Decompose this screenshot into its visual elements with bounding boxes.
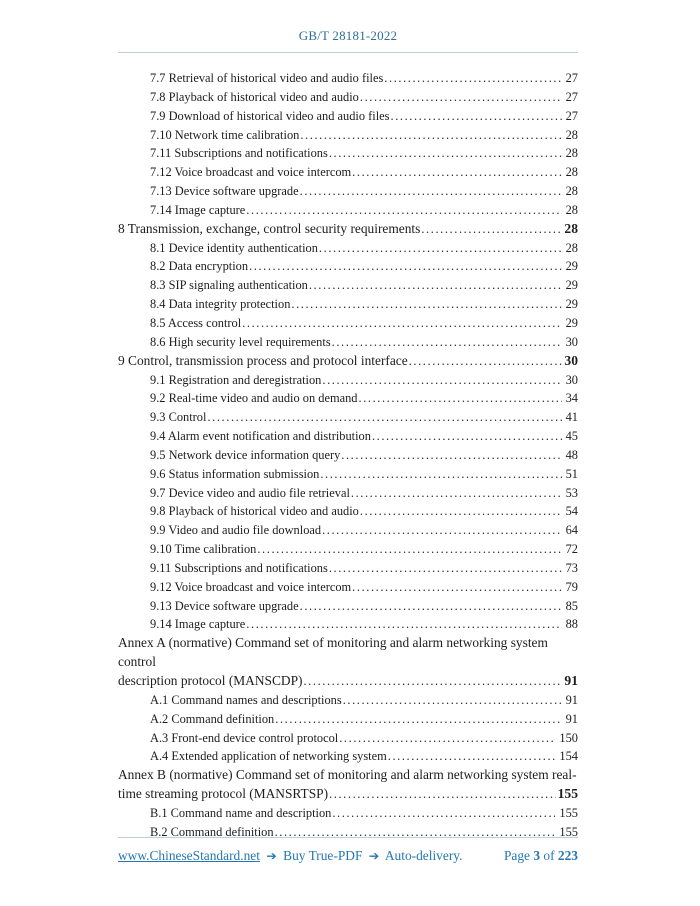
toc-entry-label: Annex B (normative) Command set of monitoring and alarm networking system real-	[118, 767, 577, 783]
page-current: 3	[533, 848, 541, 863]
header-rule	[118, 52, 578, 53]
toc-entry[interactable]	[118, 446, 578, 465]
toc-entry-label: 8.6 High security level requirements	[150, 334, 331, 349]
toc-entry[interactable]	[118, 88, 578, 107]
toc-entry-page: 27	[565, 108, 578, 123]
toc-entry-page: 28	[565, 240, 578, 255]
toc-leader-dots	[409, 352, 563, 371]
toc-entry[interactable]	[118, 804, 578, 823]
toc-entry[interactable]	[118, 163, 578, 182]
toc-leader-dots	[360, 88, 562, 107]
toc-entry-label: 7.11 Subscriptions and notifications	[150, 146, 328, 161]
toc-entry-page: 28	[565, 127, 578, 142]
toc-entry-page: 64	[565, 523, 578, 538]
page-total: 223	[557, 848, 578, 863]
toc-leader-dots	[275, 710, 561, 729]
toc-entry-page: 45	[565, 429, 578, 444]
toc-entry[interactable]	[118, 352, 578, 371]
toc-entry[interactable]	[118, 427, 578, 446]
toc-leader-dots	[332, 333, 562, 352]
toc-leader-dots	[388, 747, 556, 766]
toc-entry-label: 7.9 Download of historical video and audio files	[150, 108, 390, 123]
toc-entry[interactable]	[118, 276, 578, 295]
toc-entry-page: 51	[565, 466, 578, 481]
toc-entry-label: 8 Transmission, exchange, control security requirements	[118, 220, 421, 236]
toc-leader-dots	[291, 295, 561, 314]
toc-leader-dots	[329, 144, 562, 163]
toc-entry-page: 29	[565, 297, 578, 312]
website-link[interactable]: www.ChineseStandard.net	[118, 848, 260, 863]
toc-entry-page: 73	[565, 560, 578, 575]
toc-entry-label: 9.7 Device video and audio file retrieval	[150, 485, 350, 500]
toc-leader-dots	[322, 521, 562, 540]
toc-leader-dots	[246, 615, 561, 634]
toc-entry-label: 9 Control, transmission process and protocol interface	[118, 352, 408, 368]
toc-leader-dots	[322, 371, 561, 390]
toc-entry-label: 8.1 Device identity authentication	[150, 240, 318, 255]
toc-entry-page: 28	[565, 146, 578, 161]
toc-entry-label: 9.5 Network device information query	[150, 447, 341, 462]
toc-leader-dots	[339, 729, 555, 748]
toc-leader-dots	[320, 465, 561, 484]
toc-leader-dots	[352, 578, 561, 597]
page-footer	[118, 848, 578, 864]
doc-number: GB/T 28181-2022	[298, 28, 398, 43]
toc-entry-page: 91	[564, 673, 578, 688]
toc-entry-page: 34	[565, 391, 578, 406]
toc-entry-page: 91	[565, 711, 578, 726]
toc-entry-page: 28	[565, 184, 578, 199]
toc-entry[interactable]	[118, 710, 578, 729]
toc-entry[interactable]	[118, 201, 578, 220]
toc-entry-label: time streaming protocol (MANSRTSP)	[118, 786, 329, 802]
toc-entry[interactable]	[118, 484, 578, 503]
toc-entry[interactable]	[118, 578, 578, 597]
toc-entry[interactable]	[118, 729, 578, 748]
toc-entry-page: 154	[559, 749, 578, 764]
toc-entry-page: 88	[565, 617, 578, 632]
toc-entry-label: Annex A (normative) Command set of monitoring and alarm networking system control	[118, 635, 548, 670]
toc-entry[interactable]	[118, 766, 578, 804]
toc-entry[interactable]	[118, 465, 578, 484]
toc-entry-page: 29	[565, 259, 578, 274]
toc-entry-label: 8.2 Data encryption	[150, 259, 249, 274]
toc-leader-dots	[391, 107, 562, 126]
toc-leader-dots	[319, 239, 562, 258]
footer-promo	[118, 848, 462, 864]
toc-entry-page: 27	[565, 89, 578, 104]
arrow-right-icon: ➔	[368, 848, 380, 863]
arrow-right-icon: ➔	[266, 848, 277, 863]
toc-leader-dots	[257, 540, 561, 559]
toc-entry-label: 7.12 Voice broadcast and voice intercom	[150, 165, 352, 180]
toc-leader-dots	[352, 163, 561, 182]
toc-leader-dots	[246, 201, 561, 220]
toc-leader-dots	[332, 804, 555, 823]
toc-entry[interactable]	[118, 257, 578, 276]
toc-leader-dots	[341, 446, 561, 465]
toc-entry-label: A.4 Extended application of networking system	[150, 749, 387, 764]
toc-entry[interactable]	[118, 540, 578, 559]
toc-entry-page: 41	[565, 410, 578, 425]
toc-entry-label: 8.4 Data integrity protection	[150, 297, 291, 312]
toc-entry-label: 9.6 Status information submission	[150, 466, 320, 481]
toc-entry[interactable]	[118, 559, 578, 578]
toc-entry[interactable]	[118, 126, 578, 145]
toc-entry-page: 155	[559, 824, 578, 839]
toc-entry-label: 7.10 Network time calibration	[150, 127, 300, 142]
toc-entry-page: 30	[564, 352, 578, 368]
toc-entry-label: 8.5 Access control	[150, 315, 242, 330]
toc-entry-label: 8.3 SIP signaling authentication	[150, 278, 308, 293]
toc-entry[interactable]	[118, 295, 578, 314]
toc-entry[interactable]	[118, 747, 578, 766]
toc-entry-label: A.1 Command names and descriptions	[150, 692, 342, 707]
toc-leader-dots	[329, 785, 556, 804]
toc-leader-dots	[359, 389, 562, 408]
toc-entry-label: 9.8 Playback of historical video and audio	[150, 504, 359, 519]
toc-leader-dots	[275, 823, 556, 842]
toc-entry-label: A.3 Front-end device control protocol	[150, 730, 339, 745]
table-of-contents	[118, 69, 578, 842]
toc-entry[interactable]	[118, 823, 578, 842]
toc-entry[interactable]	[118, 144, 578, 163]
toc-leader-dots	[249, 257, 562, 276]
page-indicator	[504, 848, 578, 864]
toc-entry[interactable]	[118, 182, 578, 201]
toc-entry[interactable]	[118, 615, 578, 634]
toc-entry-page: 85	[565, 598, 578, 613]
toc-entry-label: B.1 Command name and description	[150, 805, 332, 820]
toc-leader-dots	[309, 276, 562, 295]
toc-leader-dots	[421, 220, 562, 239]
toc-entry-label: 7.13 Device software upgrade	[150, 184, 299, 199]
toc-leader-dots	[372, 427, 562, 446]
toc-leader-dots	[300, 597, 562, 616]
toc-entry-label: 9.9 Video and audio file download	[150, 523, 322, 538]
toc-entry-label: 7.14 Image capture	[150, 202, 246, 217]
toc-entry-label: 9.3 Control	[150, 410, 207, 425]
toc-entry-label: 9.1 Registration and deregistration	[150, 372, 322, 387]
toc-entry[interactable]	[118, 408, 578, 427]
toc-entry-page: 79	[565, 579, 578, 594]
toc-entry-label: 7.7 Retrieval of historical video and audio files	[150, 71, 384, 85]
toc-entry-page: 27	[565, 71, 578, 85]
toc-leader-dots	[351, 484, 562, 503]
page-word: Page	[503, 848, 530, 863]
page-header	[118, 28, 578, 44]
toc-entry[interactable]	[118, 107, 578, 126]
toc-entry-page: 155	[557, 786, 578, 802]
toc-entry-page: 150	[559, 730, 578, 745]
toc-entry-page: 28	[564, 220, 578, 236]
toc-leader-dots	[343, 691, 562, 710]
toc-entry-page: 155	[559, 805, 578, 820]
toc-entry-label: 9.2 Real-time video and audio on demand	[150, 391, 358, 406]
toc-entry[interactable]	[118, 634, 578, 691]
toc-entry-page: 29	[565, 315, 578, 330]
toc-entry[interactable]	[118, 691, 578, 710]
toc-entry-label: 9.12 Voice broadcast and voice intercom	[150, 579, 352, 594]
toc-entry-label: 9.13 Device software upgrade	[150, 598, 299, 613]
toc-entry-label: 9.11 Subscriptions and notifications	[150, 560, 328, 575]
toc-entry-page: 29	[565, 278, 578, 293]
toc-entry[interactable]	[118, 69, 578, 88]
toc-entry-label: A.2 Command definition	[150, 711, 275, 726]
footer-rule	[118, 837, 578, 838]
toc-entry[interactable]	[118, 597, 578, 616]
toc-entry-label: 9.14 Image capture	[150, 617, 246, 632]
toc-entry-page: 72	[565, 542, 578, 557]
toc-leader-dots	[207, 408, 561, 427]
toc-entry-label: description protocol (MANSCDP)	[118, 673, 303, 688]
of-word: of	[543, 848, 555, 863]
toc-leader-dots	[384, 69, 561, 88]
toc-entry-label: 9.10 Time calibration	[150, 542, 257, 557]
toc-entry[interactable]	[118, 333, 578, 352]
toc-leader-dots	[360, 502, 562, 521]
toc-entry[interactable]	[118, 314, 578, 333]
toc-entry[interactable]	[118, 239, 578, 258]
toc-leader-dots	[300, 182, 562, 201]
toc-leader-dots	[242, 314, 561, 333]
toc-entry-page: 28	[565, 165, 578, 180]
toc-entry-page: 53	[565, 485, 578, 500]
toc-entry-label: 7.8 Playback of historical video and audio	[150, 89, 359, 104]
footer-delivery-text: Auto-delivery.	[384, 848, 463, 863]
toc-leader-dots	[329, 559, 562, 578]
toc-leader-dots	[300, 126, 561, 145]
toc-entry[interactable]	[118, 389, 578, 408]
toc-entry-label: B.2 Command definition	[150, 824, 274, 839]
toc-entry-page: 28	[565, 202, 578, 217]
toc-entry-page: 48	[565, 447, 578, 462]
footer-buy-text: Buy True-PDF	[283, 848, 363, 863]
toc-entry-page: 30	[565, 334, 578, 349]
toc-entry-page: 54	[565, 504, 578, 519]
toc-entry-page: 30	[565, 372, 578, 387]
toc-entry[interactable]	[118, 220, 578, 239]
toc-entry[interactable]	[118, 371, 578, 390]
toc-entry-label: 9.4 Alarm event notification and distribution	[150, 429, 371, 444]
toc-leader-dots	[303, 672, 562, 691]
toc-entry-page: 91	[565, 692, 578, 707]
toc-entry[interactable]	[118, 502, 578, 521]
toc-entry[interactable]	[118, 521, 578, 540]
